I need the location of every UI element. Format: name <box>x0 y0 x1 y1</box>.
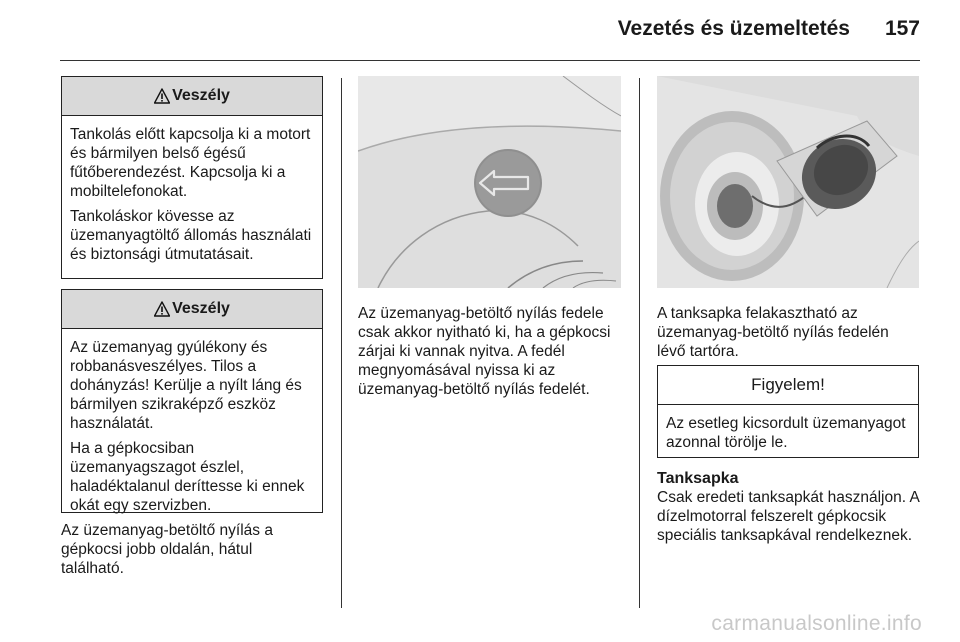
danger-paragraph: Az üzemanyag gyúlékony és robbanásveszélyes. Tilos a dohányzás! Kerülje a nyílt láng és bármilyen szikraképző eszköz használatát. <box>70 339 302 432</box>
header-divider <box>60 60 920 61</box>
tanksapka-section <box>657 469 922 545</box>
notice-box-body <box>658 405 918 460</box>
watermark: carmanualsonline.info <box>711 612 922 635</box>
notice-paragraph: Az esetleg kicsordult üzemanyagot azonnal törölje le. <box>666 415 906 451</box>
page-header <box>0 0 960 60</box>
body-text: A tanksapka felakasztható az üzemanyag-betöltő nyílás fedelén lévő tartóra. <box>657 305 889 360</box>
fuel-cap-open-figure <box>657 76 919 288</box>
danger-box-title: Veszély <box>172 300 230 317</box>
notice-box-header <box>658 366 918 405</box>
page-number: 157 <box>884 17 920 40</box>
warning-triangle-icon <box>154 301 170 317</box>
notice-box <box>657 365 919 458</box>
column-divider <box>639 78 640 608</box>
page-title: Vezetés és üzemeltetés <box>617 17 850 40</box>
fuel-cap-illustration <box>657 76 919 288</box>
danger-paragraph: Tankoláskor kövesse az üzemanyagtöltő állomás használati és biztonsági útmutatásait. <box>70 208 312 263</box>
danger-box-header <box>62 77 322 116</box>
section-heading: Tanksapka <box>657 470 739 487</box>
body-text: Az üzemanyag-betöltő nyílás fedele csak akkor nyitható ki, ha a gépkocsi zárjai ki vannak nyitva. A fedél megnyomásával nyissa ki az üzemanyag-betöltő nyílás fedelét. <box>358 305 611 398</box>
section-text: Csak eredeti tanksapkát használjon. A dízelmotorral felszerelt gépkocsik speciális tanksapkával rendelkeznek. <box>657 489 919 544</box>
danger-box-header <box>62 290 322 329</box>
body-text: Az üzemanyag-betöltő nyílás a gépkocsi jobb oldalán, hátul található. <box>61 522 273 577</box>
danger-box <box>61 76 323 279</box>
danger-box-title: Veszély <box>172 87 230 104</box>
danger-paragraph: Ha a gépkocsiban üzemanyagszagot észlel, haladéktalanul deríttesse ki ennek okát egy szervizben. <box>70 440 305 514</box>
fuel-door-illustration <box>358 76 621 288</box>
danger-box <box>61 289 323 513</box>
danger-box-body <box>62 116 322 272</box>
fuel-door-closed-figure <box>358 76 621 288</box>
column-divider <box>341 78 342 608</box>
warning-triangle-icon <box>154 88 170 104</box>
notice-box-title: Figyelem! <box>751 375 825 394</box>
danger-paragraph: Tankolás előtt kapcsolja ki a motort és bármilyen belső égésű fűtőberendezést. Kapcsolja ki a mobiltelefonokat. <box>70 126 311 200</box>
danger-box-body <box>62 329 322 523</box>
